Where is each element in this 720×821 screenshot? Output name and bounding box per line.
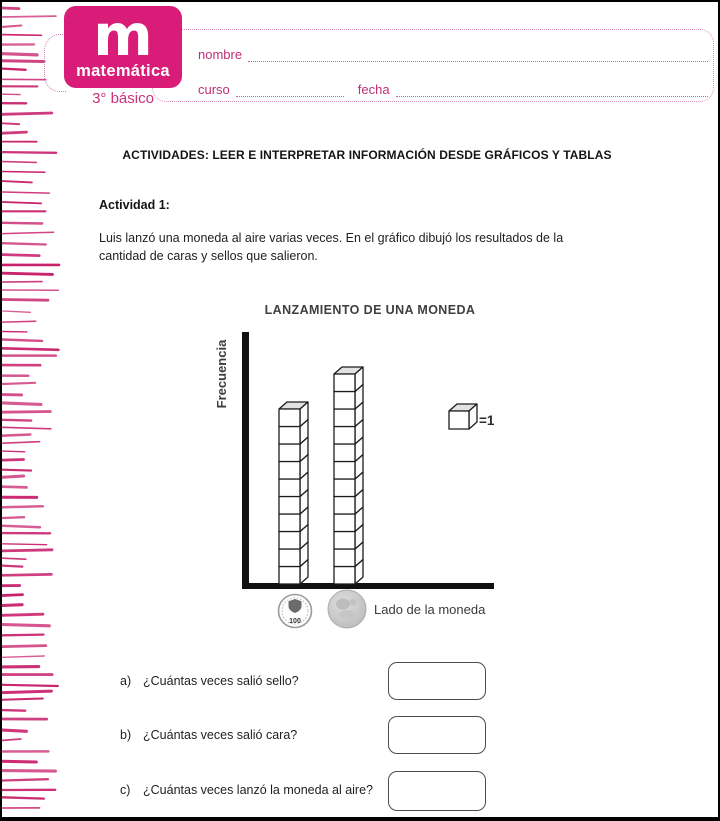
coin-denomination: 100	[289, 618, 301, 625]
y-axis-label: Frecuencia	[214, 339, 229, 409]
question-text: ¿Cuántas veces salió sello?	[143, 674, 299, 688]
question-text: ¿Cuántas veces lanzó la moneda al aire?	[143, 783, 373, 797]
question-row-c	[2, 771, 720, 811]
y-axis	[242, 332, 249, 589]
name-label: nombre	[198, 47, 243, 62]
date-field[interactable]	[396, 81, 708, 97]
course-field[interactable]	[236, 81, 344, 97]
legend-label: =1	[479, 413, 495, 428]
chart-title: LANZAMIENTO DE UNA MONEDA	[264, 303, 476, 317]
question-row-a	[2, 662, 720, 702]
grade-label: 3° básico	[92, 90, 154, 107]
matematica-logo	[64, 3, 182, 88]
question-row-b	[2, 716, 720, 756]
name-field[interactable]	[248, 46, 708, 62]
coin-crest-icon	[279, 595, 312, 628]
logo-m-icon: m	[93, 3, 153, 69]
question-letter: b)	[120, 728, 132, 742]
coin-portrait-icon	[328, 590, 366, 628]
answer-box-c[interactable]	[388, 771, 486, 811]
coin-toss-pictograph	[202, 322, 522, 642]
course-date-row	[198, 81, 708, 97]
date-label: fecha	[357, 82, 390, 97]
x-axis-label: Lado de la moneda	[374, 602, 486, 617]
activity-title: Actividad 1:	[99, 198, 170, 212]
worksheet-heading: ACTIVIDADES: LEER E INTERPRETAR INFORMACIÓN DESDE GRÁFICOS Y TABLAS	[122, 148, 612, 162]
activity-description: Luis lanzó una moneda al aire varias veces. En el gráfico dibujó los resultados de la cantidad de caras y sellos que salieron.	[99, 231, 564, 264]
dotted-decoration-arc	[44, 34, 66, 92]
question-letter: a)	[120, 674, 132, 688]
answer-box-b[interactable]	[388, 716, 486, 754]
answer-box-a[interactable]	[388, 662, 486, 700]
legend-cube-icon	[449, 404, 477, 429]
cube-column-1	[279, 402, 308, 584]
course-label: curso	[198, 82, 230, 97]
question-text: ¿Cuántas veces salió cara?	[143, 728, 298, 742]
cube-column-2	[334, 367, 363, 584]
question-letter: c)	[120, 783, 131, 797]
name-row	[198, 46, 708, 62]
logo-title: matemática	[76, 62, 170, 80]
